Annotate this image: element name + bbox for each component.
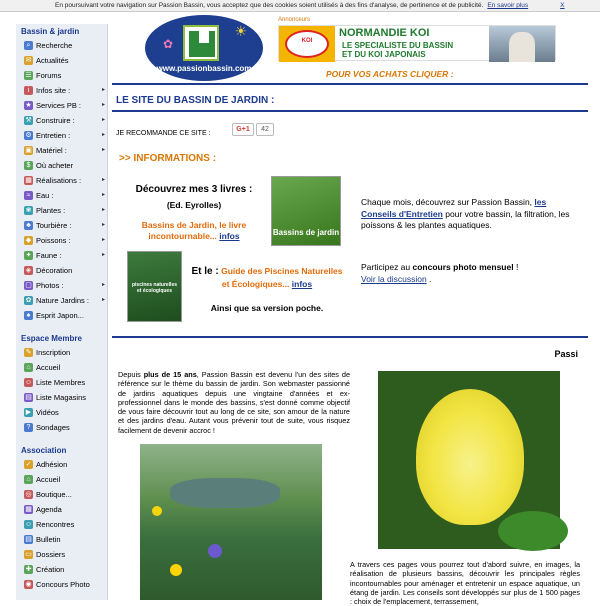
home-icon: ⌂: [24, 475, 33, 484]
submenu-arrow-icon: ▸: [101, 222, 105, 228]
cookie-bar: [0, 0, 600, 12]
submenu-arrow-icon: ▸: [101, 177, 105, 183]
sidebar-item-label: Vidéos: [36, 408, 59, 417]
sidebar-item-label: Services PB :: [36, 101, 82, 110]
gplus-count: 42: [256, 123, 274, 136]
books-heading: Découvrez mes 3 livres :: [135, 184, 253, 195]
sidebar-item[interactable]: [16, 203, 107, 218]
promo-text: POUR VOS ACHATS CLIQUER :: [326, 69, 454, 79]
poll-icon: ?: [24, 423, 33, 432]
logo-url: www.passionbassin.com: [156, 64, 252, 73]
ad-banner[interactable]: [278, 25, 556, 61]
sidebar-item[interactable]: [16, 360, 107, 375]
advice-text-before: Chaque mois, découvrez sur Passion Bassin,: [361, 197, 533, 207]
sidebar-item[interactable]: [16, 457, 107, 472]
banner-line-1: LE SPECIALISTE DU BASSIN: [342, 41, 454, 50]
sidebar-item-label: Concours Photo: [36, 580, 90, 589]
sidebar-item-label: Plantes :: [36, 206, 66, 215]
advice-link[interactable]: les Conseils d'Entretien: [361, 197, 547, 219]
sidebar-item[interactable]: [16, 308, 107, 323]
site-logo[interactable]: [145, 15, 263, 81]
sidebar-item-label: Liste Magasins: [36, 393, 87, 402]
sidebar-item-label: Photos :: [36, 281, 64, 290]
sidebar-item-label: Inscription: [36, 348, 71, 357]
home-icon: ⌂: [24, 363, 33, 372]
koi-badge-text: KOI: [301, 38, 313, 44]
sidebar-item[interactable]: [16, 98, 107, 113]
book1-description: [128, 220, 260, 242]
banner-cliff-image: [489, 26, 555, 62]
sidebar-item-label: Entretien :: [36, 131, 71, 140]
book1-text: Bassins de Jardin, le livre incontournable...: [141, 220, 247, 241]
sidebar-item-label: Recherche: [36, 41, 73, 50]
submenu-arrow-icon: ▸: [101, 132, 105, 138]
sun-icon: ☀: [234, 23, 247, 39]
water-icon: ≈: [24, 191, 33, 200]
book1-cover-title: Bassins de jardin: [272, 228, 340, 237]
submenu-arrow-icon: ▸: [101, 87, 105, 93]
sidebar-item[interactable]: [16, 233, 107, 248]
intro-paragraph: [118, 370, 350, 435]
recommend-label: JE RECOMMANDE CE SITE :: [116, 130, 211, 137]
news-icon: ✉: [25, 57, 32, 64]
submenu-arrow-icon: ▸: [101, 282, 105, 288]
bonsai-icon: ♠: [24, 311, 33, 320]
contest-end: .: [429, 273, 432, 284]
stores-icon: ▤: [25, 394, 32, 401]
sidebar-item[interactable]: [16, 487, 107, 502]
forum-icon: ☰: [25, 72, 32, 79]
bulletin-icon: ▤: [25, 536, 32, 543]
gallery-icon: ▦: [25, 177, 32, 184]
boutique-icon: ◎: [25, 491, 32, 498]
intro-bold: plus de 15 ans: [143, 370, 197, 379]
sidebar-item[interactable]: [16, 218, 107, 233]
sidebar-item-label: Création: [36, 565, 65, 574]
sidebar-item[interactable]: [16, 188, 107, 203]
sidebar-item-label: Accueil: [36, 475, 61, 484]
maintenance-icon: ⚙: [25, 132, 32, 139]
sidebar-item[interactable]: [16, 83, 107, 98]
contest-paragraph: [361, 262, 579, 285]
submenu-arrow-icon: ▸: [101, 147, 105, 153]
discussion-link[interactable]: Voir la discussion: [361, 273, 427, 284]
sidebar-item-label: Esprit Japon...: [36, 311, 84, 320]
creation-icon: ✚: [25, 566, 32, 573]
divider: [112, 336, 588, 338]
submenu-arrow-icon: ▸: [101, 117, 105, 123]
sidebar-item-label: Décoration: [36, 266, 73, 275]
sidebar-item-label: Liste Membres: [36, 378, 86, 387]
book2-cover[interactable]: [127, 251, 182, 322]
bog-icon: ♣: [24, 221, 33, 230]
sidebar-item-label: Matériel :: [36, 146, 67, 155]
cookie-more-link[interactable]: En savoir plus: [487, 2, 529, 9]
divider: [112, 83, 588, 85]
sidebar: [16, 24, 108, 600]
calendar-icon: ▦: [25, 506, 32, 513]
cookie-close-button[interactable]: X: [560, 2, 565, 9]
members-icon: ☺: [24, 379, 33, 386]
sidebar-item[interactable]: [16, 248, 107, 263]
book2-text: Guide des Piscines Naturelles et Écologiques...: [221, 266, 343, 289]
water-lily-photo: [378, 371, 560, 549]
site-title: LE SITE DU BASSIN DE JARDIN :: [116, 95, 275, 106]
book1-infos-link[interactable]: infos: [219, 231, 240, 241]
divider: [112, 110, 588, 112]
info-icon: i: [24, 86, 33, 95]
book2-infos-link[interactable]: infos: [291, 279, 313, 289]
sidebar-item-label: Bulletin: [36, 535, 61, 544]
sidebar-item[interactable]: [16, 158, 107, 173]
sidebar-item[interactable]: [16, 547, 107, 562]
sidebar-item[interactable]: [16, 562, 107, 577]
sidebar-item[interactable]: [16, 278, 107, 293]
equipment-icon: ▣: [25, 147, 32, 154]
membership-icon: ✓: [25, 461, 32, 468]
sidebar-item-label: Faune :: [36, 251, 62, 260]
sidebar-item[interactable]: [16, 68, 107, 83]
sidebar-item[interactable]: [16, 143, 107, 158]
nature-icon: ✿: [25, 297, 32, 304]
advice-text-after: pour votre bassin, la filtration, les poissons & les plantes aquatiques.: [361, 208, 570, 230]
sidebar-item[interactable]: [16, 375, 107, 390]
sidebar-item[interactable]: [16, 293, 107, 308]
books-publisher: (Ed. Eyrolles): [166, 200, 222, 210]
contest-bold: concours photo mensuel: [412, 262, 514, 272]
logo-frame: [183, 25, 219, 61]
sidebar-item[interactable]: [16, 173, 107, 188]
submenu-arrow-icon: ▸: [101, 102, 105, 108]
folder-icon: ▭: [25, 551, 32, 558]
sidebar-item-label: Poissons :: [36, 236, 71, 245]
sidebar-item-label: Eau :: [36, 191, 54, 200]
sidebar-item-label: Sondages: [36, 423, 70, 432]
sidebar-item-label: Tourbière :: [36, 221, 72, 230]
sidebar-item-label: Adhésion: [36, 460, 68, 469]
book2-cover-title: piscines naturelles et écologiques: [131, 282, 178, 294]
sidebar-item-label: Nature Jardins :: [36, 296, 89, 305]
sidebar-item[interactable]: [16, 390, 107, 405]
search-icon: ⌕: [24, 41, 33, 50]
pond-photo: [140, 444, 322, 600]
book2-prefix: Et le :: [191, 266, 219, 277]
annonceurs-label: Annonceurs: [278, 17, 311, 23]
video-icon: ▶: [25, 409, 32, 416]
sidebar-item-label: Dossiers: [36, 550, 66, 559]
sidebar-item-label: Forums: [36, 71, 62, 80]
contest-icon: ◉: [25, 581, 32, 588]
sidebar-item[interactable]: [16, 532, 107, 547]
sidebar-item[interactable]: [16, 38, 107, 53]
pocket-edition: Ainsi que sa version poche.: [210, 303, 324, 313]
sidebar-item[interactable]: [16, 502, 107, 517]
intro-p1: Depuis: [118, 370, 141, 379]
sidebar-item[interactable]: [16, 577, 107, 592]
sidebar-item-label: Accueil: [36, 363, 61, 372]
sidebar-item-label: Infos site :: [36, 86, 71, 95]
sidebar-item[interactable]: [16, 128, 107, 143]
submenu-arrow-icon: ▸: [101, 207, 105, 213]
shop-icon: $: [24, 161, 33, 170]
sidebar-item[interactable]: [16, 53, 107, 68]
book2-description: [189, 265, 345, 290]
services-icon: ★: [25, 102, 32, 109]
cookie-text: En poursuivant votre navigation sur Passion Bassin, vous acceptez que des cookies soient utilisés à des fins d'analyse, de pertinence et de publicité.: [55, 2, 484, 9]
sidebar-item[interactable]: [16, 345, 107, 360]
sidebar-item[interactable]: [16, 420, 107, 435]
contest-text-before: Participez au: [361, 262, 411, 272]
submenu-arrow-icon: ▸: [101, 297, 105, 303]
fish-icon: ◆: [25, 237, 32, 244]
gplus-button[interactable]: G+1: [232, 123, 254, 136]
register-icon: ✎: [25, 349, 32, 356]
intro-p2: , Passion Bassin est devenu l'un des sites de référence sur le thème du bassin de jardin. Son webmaster passionné de jardins aquatiques depuis une vingtaine d'années et ex-professionnel dans le monde des bassins, s'est donné comme objectif de vous faire découvrir tout au long de ce site, son amour de la nature et des jardins d'eau. Autant vous prévenir tout de suite, vous risquez facilement de devenir accroc !: [118, 370, 350, 435]
sidebar-section-title: Association: [21, 446, 67, 455]
meeting-icon: ☺: [24, 521, 33, 528]
plant-icon: ❀: [25, 207, 32, 214]
section-title: Passi: [554, 349, 578, 359]
koi-badge: [279, 26, 335, 62]
sidebar-item-label: Réalisations :: [36, 176, 82, 185]
content-paragraph: A travers ces pages vous pourrez tout d'abord suivre, en images, la réalisation de plusieurs bassins, découvrir les principales règles incontournables pour aménager et entretenir un espace aquatique, un étang de jardin. Les conseils sont développés sur plus de 1 500 pages : choix de l'emplacement, terrassement,: [350, 560, 580, 606]
wildlife-icon: ✦: [25, 252, 32, 259]
decoration-icon: ◈: [25, 267, 32, 274]
sidebar-item-label: Construire :: [36, 116, 75, 125]
sidebar-item-label: Rencontres: [36, 520, 75, 529]
banner-line-2: ET DU KOI JAPONAIS: [342, 50, 426, 59]
sidebar-item-label: Boutique...: [36, 490, 72, 499]
banner-title: NORMANDIE KOI: [339, 27, 430, 39]
flower-icon: ✿: [163, 37, 174, 51]
sidebar-item[interactable]: [16, 113, 107, 128]
sidebar-item[interactable]: [16, 405, 107, 420]
tools-icon: ⚒: [25, 117, 32, 124]
sidebar-item-label: Agenda: [36, 505, 62, 514]
sidebar-item[interactable]: [16, 263, 107, 278]
sidebar-item[interactable]: [16, 472, 107, 487]
advice-paragraph: [361, 197, 579, 232]
submenu-arrow-icon: ▸: [101, 252, 105, 258]
submenu-arrow-icon: ▸: [101, 192, 105, 198]
submenu-arrow-icon: ▸: [101, 237, 105, 243]
sidebar-item-label: Où acheter: [36, 161, 74, 170]
sidebar-section-title: Bassin & jardin: [21, 27, 80, 36]
book1-cover[interactable]: [271, 176, 341, 246]
photo-icon: ▢: [25, 282, 32, 289]
sidebar-item[interactable]: [16, 517, 107, 532]
sidebar-section-title: Espace Membre: [21, 334, 82, 343]
contest-text-after: !: [515, 262, 519, 272]
informations-heading: >> INFORMATIONS :: [119, 153, 217, 164]
sidebar-item-label: Actualités: [36, 56, 69, 65]
